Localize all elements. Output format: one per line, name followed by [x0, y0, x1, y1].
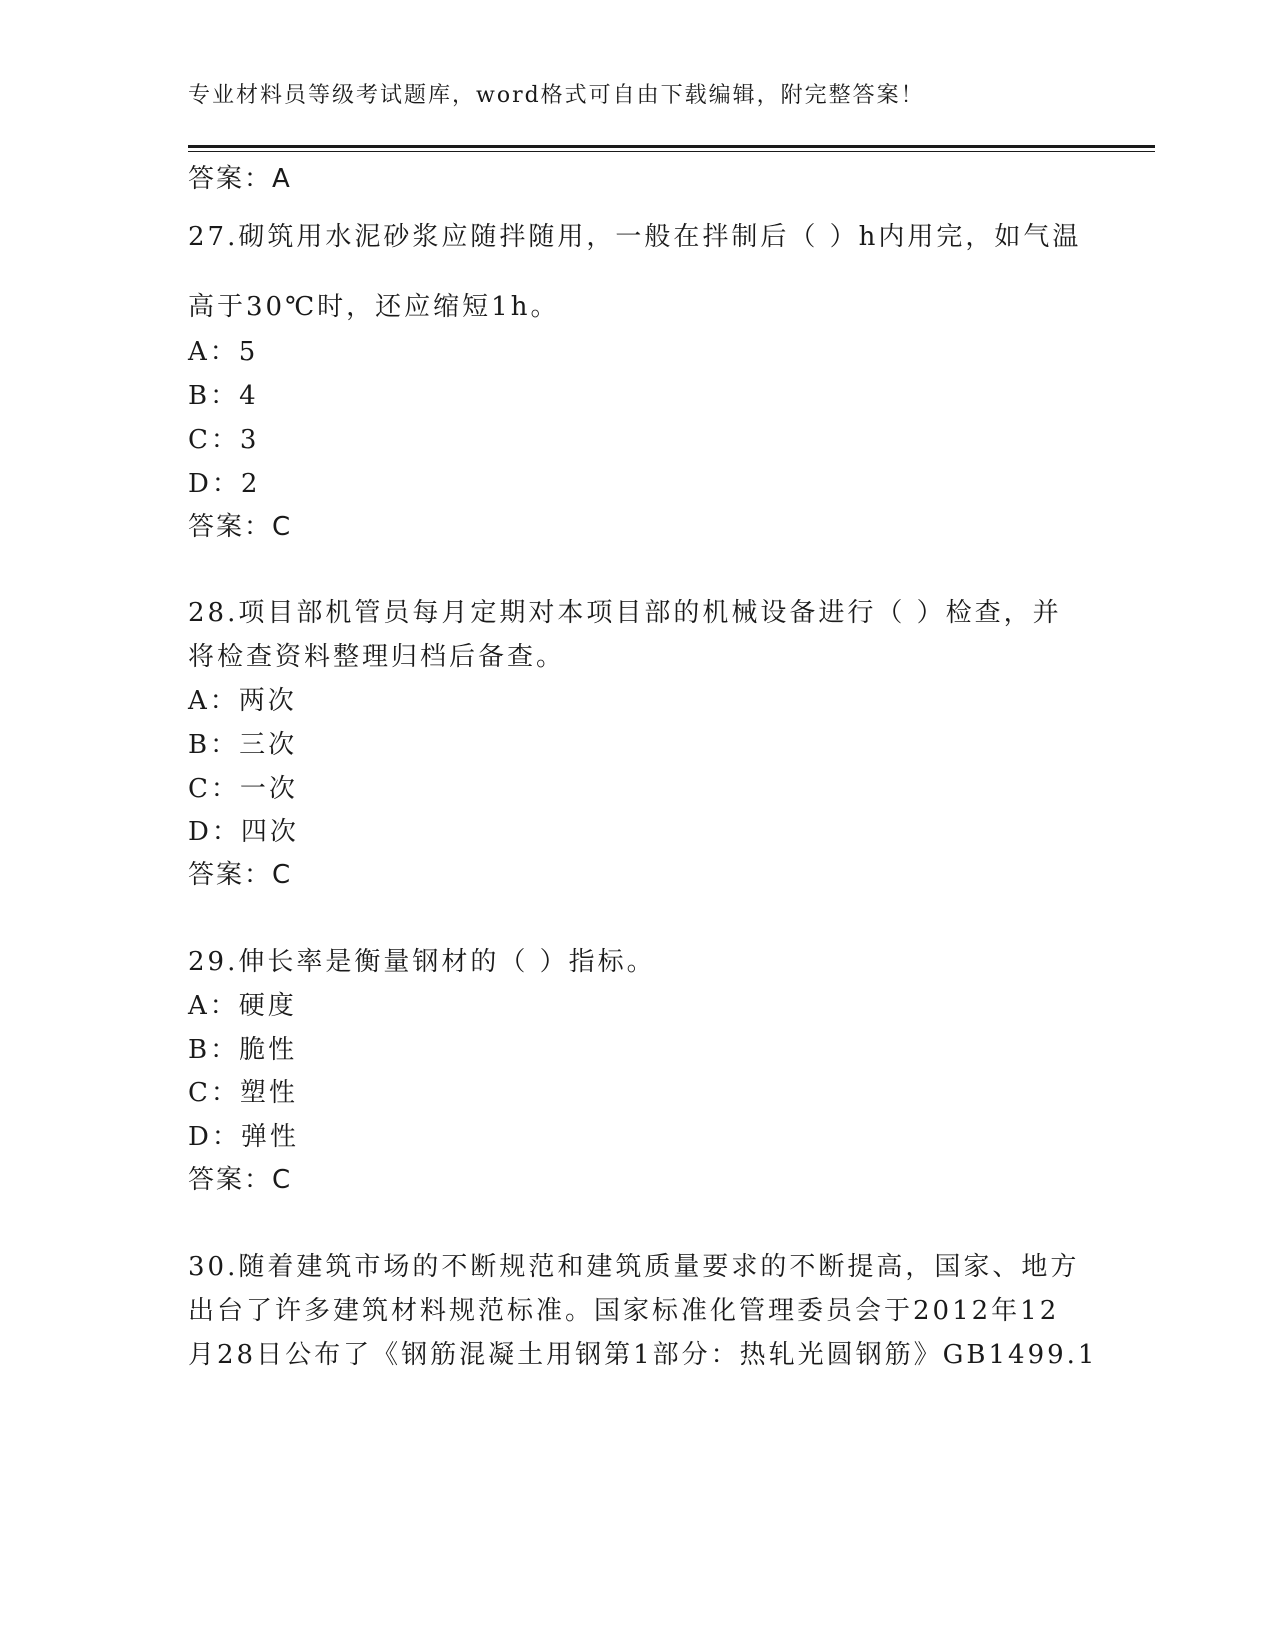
question-28-option-b: B：三次 — [188, 730, 298, 760]
question-30-line-3: 月28日公布了《钢筋混凝土用钢第1部分：热轧光圆钢筋》GB1499.1 — [188, 1340, 1098, 1370]
question-27-option-a: A：5 — [188, 337, 259, 367]
question-30-line-1: 30.随着建筑市场的不断规范和建筑质量要求的不断提高，国家、地方 — [188, 1252, 1080, 1282]
question-27-option-d: D：2 — [188, 469, 261, 499]
question-29-line-1: 29.伸长率是衡量钢材的（ ）指标。 — [188, 947, 656, 977]
question-27-option-b: B：4 — [188, 381, 259, 411]
answer-prev: 答案：A — [188, 164, 292, 194]
page-header: 专业材料员等级考试题库，word格式可自由下载编辑，附完整答案！ — [188, 83, 925, 108]
question-29-answer: 答案：C — [188, 1165, 293, 1195]
question-28-line-2: 将检查资料整理归档后备查。 — [188, 642, 566, 672]
question-27-line-2: 高于30℃时，还应缩短1h。 — [188, 292, 560, 322]
question-28-line-1: 28.项目部机管员每月定期对本项目部的机械设备进行（ ）检查，并 — [188, 598, 1062, 628]
header-rule-thick — [188, 145, 1155, 148]
question-29-option-c: C：塑性 — [188, 1078, 298, 1108]
question-28-option-d: D：四次 — [188, 817, 299, 847]
question-30-line-2: 出台了许多建筑材料规范标准。国家标准化管理委员会于2012年12 — [188, 1296, 1060, 1326]
question-29-option-b: B：脆性 — [188, 1035, 298, 1065]
question-29-option-a: A：硬度 — [188, 991, 297, 1021]
question-28-answer: 答案：C — [188, 860, 293, 890]
question-29-option-d: D：弹性 — [188, 1122, 299, 1152]
question-28-option-c: C：一次 — [188, 774, 298, 804]
question-27-option-c: C：3 — [188, 425, 260, 455]
header-rule-thin — [188, 151, 1155, 152]
question-27-line-1: 27.砌筑用水泥砂浆应随拌随用，一般在拌制后（ ）h内用完，如气温 — [188, 222, 1082, 252]
question-27-answer: 答案：C — [188, 512, 293, 542]
question-28-option-a: A：两次 — [188, 686, 297, 716]
